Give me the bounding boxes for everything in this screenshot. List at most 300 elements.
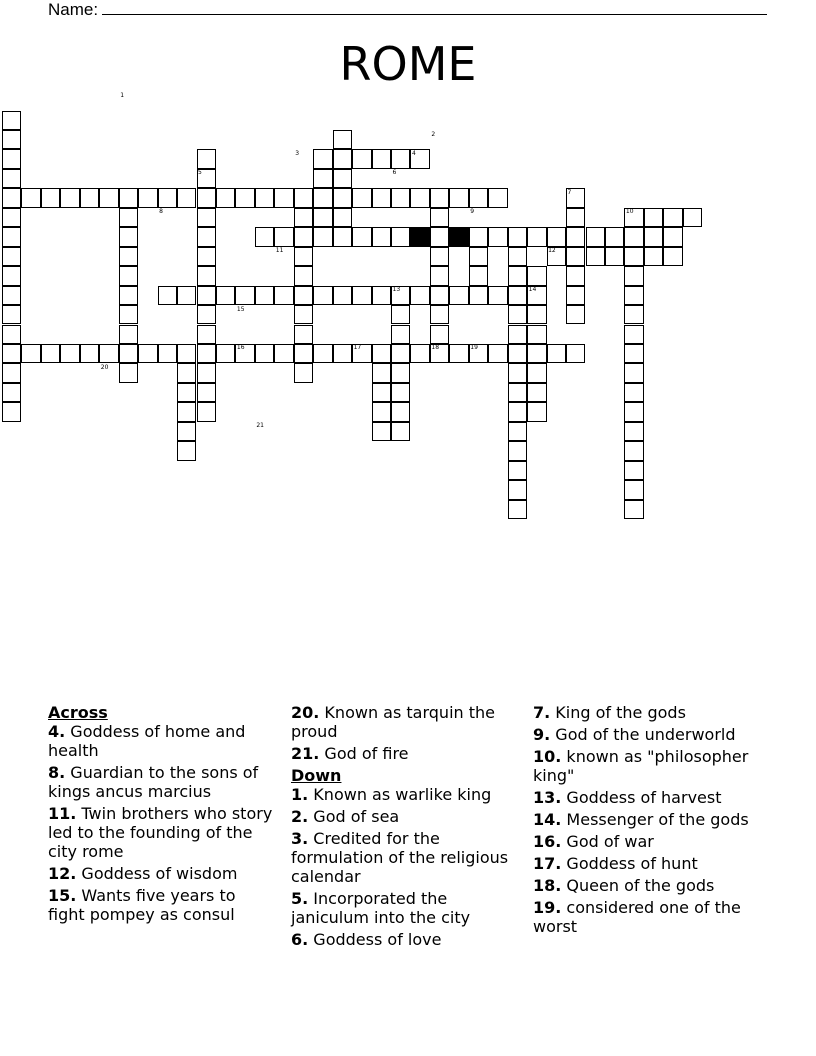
grid-cell[interactable] xyxy=(469,227,488,246)
grid-cell[interactable] xyxy=(410,344,429,363)
grid-cell[interactable] xyxy=(372,188,391,207)
clue-item xyxy=(291,807,516,826)
clue-number-17: 17 xyxy=(353,344,362,352)
grid-cell[interactable] xyxy=(527,363,546,382)
grid-cell[interactable] xyxy=(158,286,177,305)
grid-cell[interactable] xyxy=(313,169,332,188)
grid-cell[interactable] xyxy=(197,247,216,266)
clue-item-number: 14. xyxy=(533,810,562,829)
grid-cell[interactable] xyxy=(274,286,293,305)
grid-cell[interactable] xyxy=(333,188,352,207)
grid-cell[interactable] xyxy=(2,169,21,188)
clue-item-text: King of the gods xyxy=(550,703,686,722)
grid-cell[interactable] xyxy=(566,286,585,305)
grid-cell[interactable] xyxy=(624,247,643,266)
clue-number-5: 5 xyxy=(198,169,202,177)
grid-cell[interactable] xyxy=(235,286,254,305)
grid-cell[interactable] xyxy=(197,188,216,207)
grid-cell[interactable] xyxy=(449,344,468,363)
grid-cell[interactable] xyxy=(138,188,157,207)
grid-cell[interactable] xyxy=(294,247,313,266)
grid-cell[interactable] xyxy=(197,363,216,382)
clue-item-text: God of sea xyxy=(308,807,400,826)
grid-cell[interactable] xyxy=(566,247,585,266)
grid-cell[interactable] xyxy=(488,344,507,363)
clue-item xyxy=(48,763,273,801)
grid-cell[interactable] xyxy=(255,344,274,363)
grid-cell[interactable] xyxy=(527,227,546,246)
grid-cell[interactable] xyxy=(508,500,527,519)
clue-item xyxy=(48,886,273,924)
grid-cell[interactable] xyxy=(624,305,643,324)
grid-cell[interactable] xyxy=(527,325,546,344)
clue-item-number: 3. xyxy=(291,829,309,848)
grid-cell[interactable] xyxy=(2,247,21,266)
clue-item-number: 2. xyxy=(291,807,309,826)
clue-item-text: Goddess of hunt xyxy=(561,854,698,873)
grid-cell[interactable] xyxy=(605,227,624,246)
grid-cell[interactable] xyxy=(255,188,274,207)
clue-item-text: God of the underworld xyxy=(550,725,736,744)
grid-cell[interactable] xyxy=(430,266,449,285)
grid-cell[interactable] xyxy=(391,422,410,441)
grid-cell[interactable] xyxy=(333,169,352,188)
grid-cell[interactable] xyxy=(333,286,352,305)
grid-cell[interactable] xyxy=(391,188,410,207)
across-heading: Across xyxy=(48,703,108,722)
grid-cell[interactable] xyxy=(430,188,449,207)
grid-cell[interactable] xyxy=(333,130,352,149)
grid-cell[interactable] xyxy=(430,208,449,227)
grid-cell[interactable] xyxy=(372,422,391,441)
grid-cell[interactable] xyxy=(624,363,643,382)
grid-cell[interactable] xyxy=(333,344,352,363)
grid-cell[interactable] xyxy=(197,325,216,344)
clue-item xyxy=(291,744,516,763)
clue-number-12: 12 xyxy=(548,247,556,255)
grid-cell[interactable] xyxy=(372,227,391,246)
grid-cell[interactable] xyxy=(274,188,293,207)
grid-cell[interactable] xyxy=(391,402,410,421)
grid-cell[interactable] xyxy=(391,305,410,324)
grid-cell[interactable] xyxy=(624,325,643,344)
grid-cell[interactable] xyxy=(430,227,449,246)
grid-cell[interactable] xyxy=(80,188,99,207)
clue-item-number: 1. xyxy=(291,785,309,804)
grid-cell[interactable] xyxy=(2,266,21,285)
clue-number-21: 21 xyxy=(256,422,264,430)
grid-cell[interactable] xyxy=(294,227,313,246)
grid-cell[interactable] xyxy=(449,188,468,207)
clue-number-10: 10 xyxy=(625,208,634,216)
grid-cell[interactable] xyxy=(508,266,527,285)
grid-cell[interactable] xyxy=(21,188,40,207)
grid-cell[interactable] xyxy=(644,247,663,266)
grid-cell[interactable] xyxy=(624,286,643,305)
grid-cell[interactable] xyxy=(508,286,527,305)
grid-cell[interactable] xyxy=(469,286,488,305)
grid-cell[interactable] xyxy=(624,266,643,285)
grid-cell[interactable] xyxy=(508,461,527,480)
grid-cell[interactable] xyxy=(177,441,196,460)
clue-item xyxy=(48,722,273,760)
grid-cell[interactable] xyxy=(119,247,138,266)
grid-cell[interactable] xyxy=(624,344,643,363)
across-clue-list xyxy=(48,722,273,924)
grid-cell[interactable] xyxy=(158,344,177,363)
clue-item-text: Wants five years to fight pompey as consul xyxy=(48,886,236,924)
clue-number-3: 3 xyxy=(295,149,300,157)
grid-cell[interactable] xyxy=(391,227,410,246)
clue-item-number: 16. xyxy=(533,832,562,851)
grid-cell[interactable] xyxy=(216,286,235,305)
grid-cell[interactable] xyxy=(333,227,352,246)
across-clue-list-continued xyxy=(291,703,516,763)
clue-number-15: 15 xyxy=(236,305,245,313)
grid-cell[interactable] xyxy=(508,480,527,499)
grid-cell[interactable] xyxy=(624,441,643,460)
grid-cell[interactable] xyxy=(2,208,21,227)
grid-cell[interactable] xyxy=(216,188,235,207)
clue-item-number: 10. xyxy=(533,747,562,766)
clue-number-1: 1 xyxy=(120,91,125,99)
grid-cell[interactable] xyxy=(21,344,40,363)
clue-item-text: Twin brothers who story led to the founding of the city rome xyxy=(48,804,273,861)
clue-item xyxy=(533,788,773,807)
grid-cell[interactable] xyxy=(294,305,313,324)
grid-cell[interactable] xyxy=(644,208,663,227)
grid-cell[interactable] xyxy=(177,188,196,207)
clue-number-8: 8 xyxy=(159,208,163,216)
grid-cell[interactable] xyxy=(2,227,21,246)
grid-cell[interactable] xyxy=(508,422,527,441)
clue-number-9: 9 xyxy=(470,208,475,216)
grid-cell[interactable] xyxy=(60,188,79,207)
grid-cell[interactable] xyxy=(274,227,293,246)
grid-cell[interactable] xyxy=(508,344,527,363)
grid-cell[interactable] xyxy=(410,188,429,207)
grid-cell[interactable] xyxy=(508,383,527,402)
grid-cell[interactable] xyxy=(197,383,216,402)
grid-cell[interactable] xyxy=(430,325,449,344)
grid-cell[interactable] xyxy=(488,188,507,207)
grid-cell[interactable] xyxy=(372,286,391,305)
clue-item xyxy=(48,804,273,861)
grid-cell[interactable] xyxy=(372,383,391,402)
grid-cell[interactable] xyxy=(177,383,196,402)
clue-item-text: Queen of the gods xyxy=(561,876,715,895)
clue-item-text: Goddess of wisdom xyxy=(76,864,238,883)
grid-cell[interactable] xyxy=(177,363,196,382)
grid-cell[interactable] xyxy=(2,130,21,149)
clue-item-text: known as "philosopher king" xyxy=(533,747,749,785)
grid-cell[interactable] xyxy=(488,286,507,305)
clue-item-number: 9. xyxy=(533,725,551,744)
grid-cell[interactable] xyxy=(313,188,332,207)
grid-cell[interactable] xyxy=(527,402,546,421)
grid-cell[interactable] xyxy=(605,247,624,266)
grid-cell[interactable] xyxy=(2,305,21,324)
grid-cell[interactable] xyxy=(2,149,21,168)
clue-number-19: 19 xyxy=(470,344,478,352)
grid-cell[interactable] xyxy=(41,188,60,207)
clue-number-20: 20 xyxy=(100,363,109,371)
grid-cell[interactable] xyxy=(2,286,21,305)
clue-number-4: 4 xyxy=(411,149,416,157)
grid-cell[interactable] xyxy=(391,344,410,363)
clue-column-2 xyxy=(291,703,516,952)
grid-cell[interactable] xyxy=(274,344,293,363)
grid-cell[interactable] xyxy=(372,344,391,363)
grid-cell[interactable] xyxy=(527,383,546,402)
grid-cell[interactable] xyxy=(508,363,527,382)
clue-item-text: Goddess of love xyxy=(308,930,442,949)
clue-item-text: considered one of the worst xyxy=(533,898,741,936)
clue-item xyxy=(533,747,773,785)
clue-number-11: 11 xyxy=(275,247,284,255)
clue-item-text: Credited for the formulation of the religious calendar xyxy=(291,829,509,886)
grid-cell[interactable] xyxy=(449,286,468,305)
grid-cell[interactable] xyxy=(294,325,313,344)
clue-item-number: 13. xyxy=(533,788,562,807)
grid-cell[interactable] xyxy=(2,325,21,344)
grid-cell[interactable] xyxy=(197,402,216,421)
grid-cell[interactable] xyxy=(566,344,585,363)
clue-item xyxy=(291,889,516,927)
clue-number-13: 13 xyxy=(392,286,401,294)
grid-cell[interactable] xyxy=(547,344,566,363)
grid-cell[interactable] xyxy=(119,286,138,305)
grid-cell[interactable] xyxy=(683,208,702,227)
clue-item-text: Messenger of the gods xyxy=(561,810,749,829)
grid-cell[interactable] xyxy=(294,286,313,305)
grid-cell[interactable] xyxy=(352,188,371,207)
grid-cell[interactable] xyxy=(119,344,138,363)
grid-cell[interactable] xyxy=(80,344,99,363)
grid-cell[interactable] xyxy=(119,208,138,227)
clue-item xyxy=(291,829,516,886)
grid-cell[interactable] xyxy=(508,227,527,246)
clue-item-number: 17. xyxy=(533,854,562,873)
grid-cell[interactable] xyxy=(313,149,332,168)
black-square xyxy=(449,227,468,246)
grid-cell[interactable] xyxy=(391,383,410,402)
grid-cell[interactable] xyxy=(586,227,605,246)
grid-cell[interactable] xyxy=(294,208,313,227)
grid-cell[interactable] xyxy=(313,227,332,246)
grid-cell[interactable] xyxy=(624,383,643,402)
grid-cell[interactable] xyxy=(2,344,21,363)
clue-item-number: 11. xyxy=(48,804,77,823)
clue-item-number: 5. xyxy=(291,889,309,908)
grid-cell[interactable] xyxy=(508,441,527,460)
grid-cell[interactable] xyxy=(216,344,235,363)
clue-item xyxy=(533,810,773,829)
grid-cell[interactable] xyxy=(2,363,21,382)
grid-cell[interactable] xyxy=(138,344,157,363)
page-title: ROME xyxy=(339,37,477,91)
grid-cell[interactable] xyxy=(566,208,585,227)
grid-cell[interactable] xyxy=(41,344,60,363)
grid-cell[interactable] xyxy=(2,188,21,207)
grid-cell[interactable] xyxy=(313,208,332,227)
clue-item xyxy=(533,876,773,895)
clue-item xyxy=(291,703,516,741)
grid-cell[interactable] xyxy=(294,266,313,285)
grid-cell[interactable] xyxy=(197,344,216,363)
grid-cell[interactable] xyxy=(119,305,138,324)
grid-cell[interactable] xyxy=(352,286,371,305)
grid-cell[interactable] xyxy=(527,266,546,285)
grid-cell[interactable] xyxy=(119,227,138,246)
grid-cell[interactable] xyxy=(624,480,643,499)
clue-item-number: 19. xyxy=(533,898,562,917)
clue-item-number: 18. xyxy=(533,876,562,895)
clue-item-text: Incorporated the janiculum into the city xyxy=(291,889,471,927)
grid-cell[interactable] xyxy=(430,286,449,305)
clue-item-number: 4. xyxy=(48,722,66,741)
grid-cell[interactable] xyxy=(119,325,138,344)
name-label: Name: xyxy=(48,0,99,19)
grid-cell[interactable] xyxy=(566,305,585,324)
clue-column-3 xyxy=(533,703,773,939)
grid-cell[interactable] xyxy=(430,247,449,266)
down-heading: Down xyxy=(291,766,342,785)
grid-cell[interactable] xyxy=(508,305,527,324)
grid-cell[interactable] xyxy=(566,227,585,246)
grid-cell[interactable] xyxy=(352,149,371,168)
grid-cell[interactable] xyxy=(372,363,391,382)
clue-item-number: 21. xyxy=(291,744,320,763)
clue-item-number: 8. xyxy=(48,763,66,782)
grid-cell[interactable] xyxy=(644,227,663,246)
down-clue-list-continued xyxy=(533,703,773,936)
grid-cell[interactable] xyxy=(177,422,196,441)
clue-item-text: Known as warlike king xyxy=(308,785,492,804)
grid-cell[interactable] xyxy=(313,344,332,363)
clue-item-number: 12. xyxy=(48,864,77,883)
grid-cell[interactable] xyxy=(391,325,410,344)
clue-item xyxy=(48,864,273,883)
grid-cell[interactable] xyxy=(235,188,254,207)
grid-cell[interactable] xyxy=(119,266,138,285)
clue-item-text: Goddess of harvest xyxy=(561,788,722,807)
clue-item xyxy=(533,703,773,722)
grid-cell[interactable] xyxy=(197,208,216,227)
grid-cell[interactable] xyxy=(469,188,488,207)
grid-cell[interactable] xyxy=(99,188,118,207)
grid-cell[interactable] xyxy=(197,286,216,305)
down-clue-list xyxy=(291,785,516,949)
grid-cell[interactable] xyxy=(372,149,391,168)
clue-item-number: 7. xyxy=(533,703,551,722)
grid-cell[interactable] xyxy=(158,188,177,207)
grid-cell[interactable] xyxy=(313,286,332,305)
clue-item xyxy=(533,725,773,744)
clue-number-18: 18 xyxy=(431,344,440,352)
grid-cell[interactable] xyxy=(624,402,643,421)
grid-cell[interactable] xyxy=(372,402,391,421)
grid-cell[interactable] xyxy=(294,188,313,207)
grid-cell[interactable] xyxy=(197,266,216,285)
grid-cell[interactable] xyxy=(177,286,196,305)
clue-item xyxy=(291,785,516,804)
clue-number-14: 14 xyxy=(528,286,537,294)
grid-cell[interactable] xyxy=(663,247,682,266)
grid-cell[interactable] xyxy=(333,208,352,227)
grid-cell[interactable] xyxy=(508,247,527,266)
clue-number-16: 16 xyxy=(236,344,245,352)
clue-item-number: 6. xyxy=(291,930,309,949)
grid-cell[interactable] xyxy=(255,227,274,246)
crossword-grid xyxy=(0,0,816,520)
grid-cell[interactable] xyxy=(2,383,21,402)
grid-cell[interactable] xyxy=(333,149,352,168)
clue-item-text: God of fire xyxy=(319,744,409,763)
grid-cell[interactable] xyxy=(663,208,682,227)
clue-number-2: 2 xyxy=(431,130,436,138)
grid-cell[interactable] xyxy=(119,363,138,382)
grid-cell[interactable] xyxy=(469,247,488,266)
grid-cell[interactable] xyxy=(177,344,196,363)
grid-cell[interactable] xyxy=(255,286,274,305)
grid-cell[interactable] xyxy=(177,402,196,421)
grid-cell[interactable] xyxy=(586,247,605,266)
grid-cell[interactable] xyxy=(527,344,546,363)
grid-cell[interactable] xyxy=(488,227,507,246)
grid-cell[interactable] xyxy=(119,188,138,207)
clue-item-text: God of war xyxy=(561,832,654,851)
grid-cell[interactable] xyxy=(508,402,527,421)
grid-cell[interactable] xyxy=(547,227,566,246)
grid-cell[interactable] xyxy=(99,344,118,363)
grid-cell[interactable] xyxy=(566,266,585,285)
grid-cell[interactable] xyxy=(624,461,643,480)
clue-number-6: 6 xyxy=(392,169,397,177)
clue-column-1 xyxy=(48,703,273,927)
clue-item-number: 20. xyxy=(291,703,320,722)
clue-number-7: 7 xyxy=(567,188,572,196)
grid-cell[interactable] xyxy=(430,305,449,324)
grid-cell[interactable] xyxy=(2,111,21,130)
grid-cell[interactable] xyxy=(352,227,371,246)
grid-cell[interactable] xyxy=(391,149,410,168)
grid-cell[interactable] xyxy=(197,305,216,324)
grid-cell[interactable] xyxy=(469,266,488,285)
grid-cell[interactable] xyxy=(410,286,429,305)
grid-cell[interactable] xyxy=(624,227,643,246)
grid-cell[interactable] xyxy=(624,422,643,441)
clue-item xyxy=(533,898,773,936)
clue-item-text: Goddess of home and health xyxy=(48,722,246,760)
clue-item xyxy=(533,854,773,873)
grid-cell[interactable] xyxy=(2,402,21,421)
grid-cell[interactable] xyxy=(508,325,527,344)
grid-cell[interactable] xyxy=(294,344,313,363)
grid-cell[interactable] xyxy=(391,363,410,382)
grid-cell[interactable] xyxy=(197,227,216,246)
grid-cell[interactable] xyxy=(294,363,313,382)
grid-cell[interactable] xyxy=(663,227,682,246)
clue-item xyxy=(291,930,516,949)
clue-item xyxy=(533,832,773,851)
clue-item-text: Guardian to the sons of kings ancus marcius xyxy=(48,763,259,801)
clue-item-text: Known as tarquin the proud xyxy=(291,703,495,741)
grid-cell[interactable] xyxy=(624,500,643,519)
grid-cell[interactable] xyxy=(60,344,79,363)
grid-cell[interactable] xyxy=(197,149,216,168)
grid-cell[interactable] xyxy=(527,305,546,324)
